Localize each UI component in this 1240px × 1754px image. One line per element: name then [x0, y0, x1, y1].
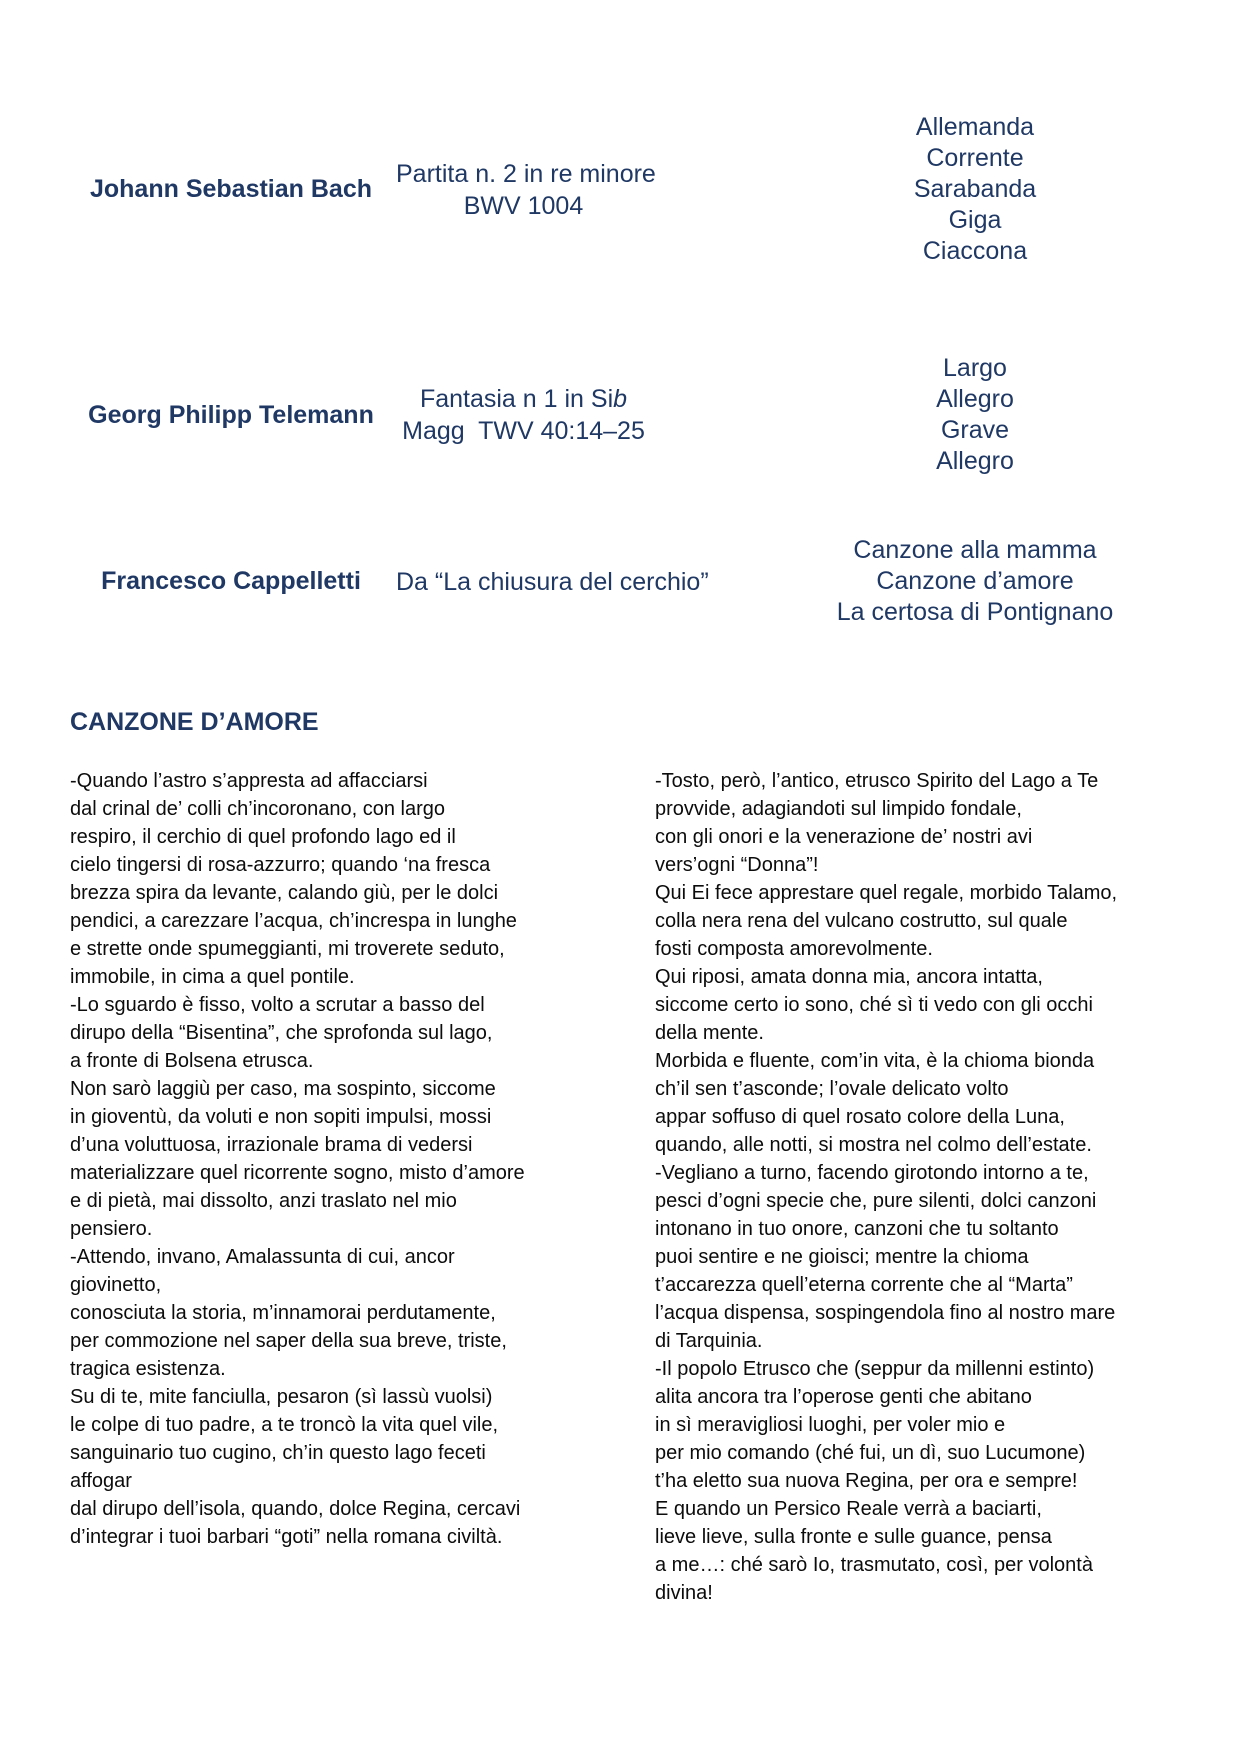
lyric-line: Qui riposi, amata donna mia, ancora intatta,	[655, 966, 1043, 988]
lyric-line: in sì meravigliosi luoghi, per voler mio e	[655, 1414, 1006, 1436]
lyric-line: provvide, adagiandoti sul limpido fondale,	[655, 798, 1022, 820]
composer-name: Francesco Cappelletti	[101, 567, 361, 595]
piece-line: Da “La chiusura del cerchio”	[396, 567, 709, 596]
lyric-line: Non sarò laggiù per caso, ma sospinto, siccome	[70, 1078, 496, 1100]
lyrics-left-column	[70, 767, 585, 1551]
lyric-line: per commozione nel saper della sua breve, triste,	[70, 1330, 507, 1352]
lyric-line: -Tosto, però, l’antico, etrusco Spirito del Lago a Te	[655, 770, 1099, 792]
lyric-line: E quando un Persico Reale verrà a baciarti,	[655, 1498, 1042, 1520]
lyric-line: divina!	[655, 1582, 713, 1604]
lyric-line: -Attendo, invano, Amalassunta di cui, ancor	[70, 1246, 455, 1268]
lyric-line: giovinetto,	[70, 1274, 162, 1296]
movements-list	[760, 353, 1190, 477]
piece-line: Partita n. 2 in re minore	[396, 159, 656, 188]
lyric-line: Morbida e fluente, com’in vita, è la chioma bionda	[655, 1050, 1095, 1072]
movement-item: Largo	[943, 354, 1007, 382]
lyric-line: affogar	[70, 1470, 132, 1492]
movements-list	[760, 535, 1190, 628]
lyric-line: fosti composta amorevolmente.	[655, 938, 933, 960]
piece-catalog-number: Magg TWV 40:14–25	[402, 417, 645, 445]
lyric-line: dal crinal de’ colli ch’incoronano, con largo	[70, 798, 446, 820]
movement-item: Ciaccona	[922, 237, 1028, 265]
lyric-line: pensiero.	[70, 1218, 153, 1240]
lyric-line: -Lo sguardo è fisso, volto a scrutar a basso del	[70, 994, 485, 1016]
lyric-line: cielo tingersi di rosa-azzurro; quando ‘na fresca	[70, 854, 491, 876]
lyric-line: tragica esistenza.	[70, 1358, 226, 1380]
lyric-line: d’una voluttuosa, irrazionale brama di vedersi	[70, 1134, 473, 1156]
lyric-line: appar soffuso di quel rosato colore della Luna,	[655, 1106, 1065, 1128]
movement-item: Allemanda	[915, 113, 1035, 141]
lyric-line: materializzare quel ricorrente sogno, misto d’amore	[70, 1162, 525, 1184]
piece-title	[396, 566, 709, 598]
lyric-line: per mio comando (ché fui, un dì, suo Lucumone)	[655, 1442, 1086, 1464]
lyric-line: respiro, il cerchio di quel profondo lago ed il	[70, 826, 456, 848]
lyric-line: intonano in tuo onore, canzoni che tu soltanto	[655, 1218, 1059, 1240]
lyric-line: in gioventù, da voluti e non sopiti impulsi, mossi	[70, 1106, 492, 1128]
lyric-line: -Il popolo Etrusco che (seppur da millenni estinto)	[655, 1358, 1095, 1380]
lyric-line: pendici, a carezzare l’acqua, ch’increspa in lunghe	[70, 910, 517, 932]
movement-item: La certosa di Pontignano	[836, 598, 1114, 626]
lyric-line: vers’ogni “Donna”!	[655, 854, 819, 876]
lyric-line: con gli onori e la venerazione de’ nostri avi	[655, 826, 1033, 848]
movement-item: Sarabanda	[913, 175, 1037, 203]
piece-catalog-number: BWV 1004	[463, 191, 584, 220]
lyric-line: t’ha eletto sua nuova Regina, per ora e sempre!	[655, 1470, 1078, 1492]
lyric-line: e strette onde spumeggianti, mi troverete seduto,	[70, 938, 505, 960]
lyric-line: della mente.	[655, 1022, 764, 1044]
lyric-line: colla nera rena del vulcano costrutto, sul quale	[655, 910, 1068, 932]
lyric-line: siccome certo io sono, ché sì ti vedo con gli occhi	[655, 994, 1093, 1016]
lyrics-right-column	[655, 767, 1190, 1607]
piece-flat-symbol: b	[613, 385, 628, 413]
lyric-line: t’accarezza quell’eterna corrente che al “Marta”	[655, 1274, 1073, 1296]
piece-text: Fantasia n 1 in Si	[419, 385, 614, 413]
movement-item: Canzone d’amore	[876, 567, 1074, 595]
composer-name: Johann Sebastian Bach	[89, 175, 373, 203]
lyric-line: alita ancora tra l’operose genti che abitano	[655, 1386, 1032, 1408]
lyric-line: Qui Ei fece apprestare quel regale, morbido Talamo,	[655, 882, 1118, 904]
movement-item: Allegro	[936, 385, 1014, 413]
lyric-line: sanguinario tuo cugino, ch’in questo lago feceti	[70, 1442, 486, 1464]
program-row-bach	[66, 112, 1190, 267]
lyric-line: lieve lieve, sulla fronte e sulle guance, pensa	[655, 1526, 1052, 1548]
composer-name: Georg Philipp Telemann	[88, 400, 374, 429]
movement-item: Giga	[948, 206, 1002, 234]
lyric-line: puoi sentire e ne gioisci; mentre la chioma	[655, 1246, 1029, 1268]
piece-title	[396, 158, 656, 222]
song-title: CANZONE D’AMORE	[70, 708, 319, 736]
lyric-line: Su di te, mite fanciulla, pesaron (sì lassù vuolsi)	[70, 1386, 493, 1408]
program-row-cappelletti	[66, 535, 1190, 628]
lyric-line: di Tarquinia.	[655, 1330, 763, 1352]
lyric-line: -Vegliano a turno, facendo girotondo intorno a te,	[655, 1162, 1089, 1184]
lyric-line: conosciuta la storia, m’innamorai perdutamente,	[70, 1302, 496, 1324]
movement-item: Canzone alla mamma	[853, 536, 1097, 564]
lyric-line: pesci d’ogni specie che, pure silenti, dolci canzoni	[655, 1190, 1097, 1212]
lyric-line: l’acqua dispensa, sospingendola fino al nostro mare	[655, 1302, 1116, 1324]
lyric-line: le colpe di tuo padre, a te troncò la vita quel vile,	[70, 1414, 499, 1436]
lyrics-section	[70, 767, 1190, 1607]
lyric-line: -Quando l’astro s’appresta ad affacciarsi	[70, 770, 428, 792]
lyric-line: a me…: ché sarò Io, trasmutato, così, per volontà	[655, 1554, 1093, 1576]
movement-item: Corrente	[926, 144, 1024, 172]
lyric-line: brezza spira da levante, calando giù, per le dolci	[70, 882, 499, 904]
movement-item: Grave	[940, 416, 1010, 444]
lyric-line: e di pietà, mai dissolto, anzi traslato nel mio	[70, 1190, 457, 1212]
program-row-telemann	[66, 353, 1190, 477]
lyric-line: a fronte di Bolsena etrusca.	[70, 1050, 314, 1072]
piece-title	[396, 383, 651, 447]
piece-line	[396, 383, 651, 415]
lyric-line: d’integrar i tuoi barbari “goti” nella romana civiltà.	[70, 1526, 503, 1548]
lyric-line: immobile, in cima a quel pontile.	[70, 966, 355, 988]
movement-item: Allegro	[936, 447, 1014, 475]
lyric-line: ch’il sen t’asconde; l’ovale delicato volto	[655, 1078, 1009, 1100]
lyric-line: quando, alle notti, si mostra nel colmo dell’estate.	[655, 1134, 1092, 1156]
movements-list	[760, 112, 1190, 267]
lyric-line: dirupo della “Bisentina”, che sprofonda sul lago,	[70, 1022, 493, 1044]
lyric-line: dal dirupo dell’isola, quando, dolce Regina, cercavi	[70, 1498, 521, 1520]
